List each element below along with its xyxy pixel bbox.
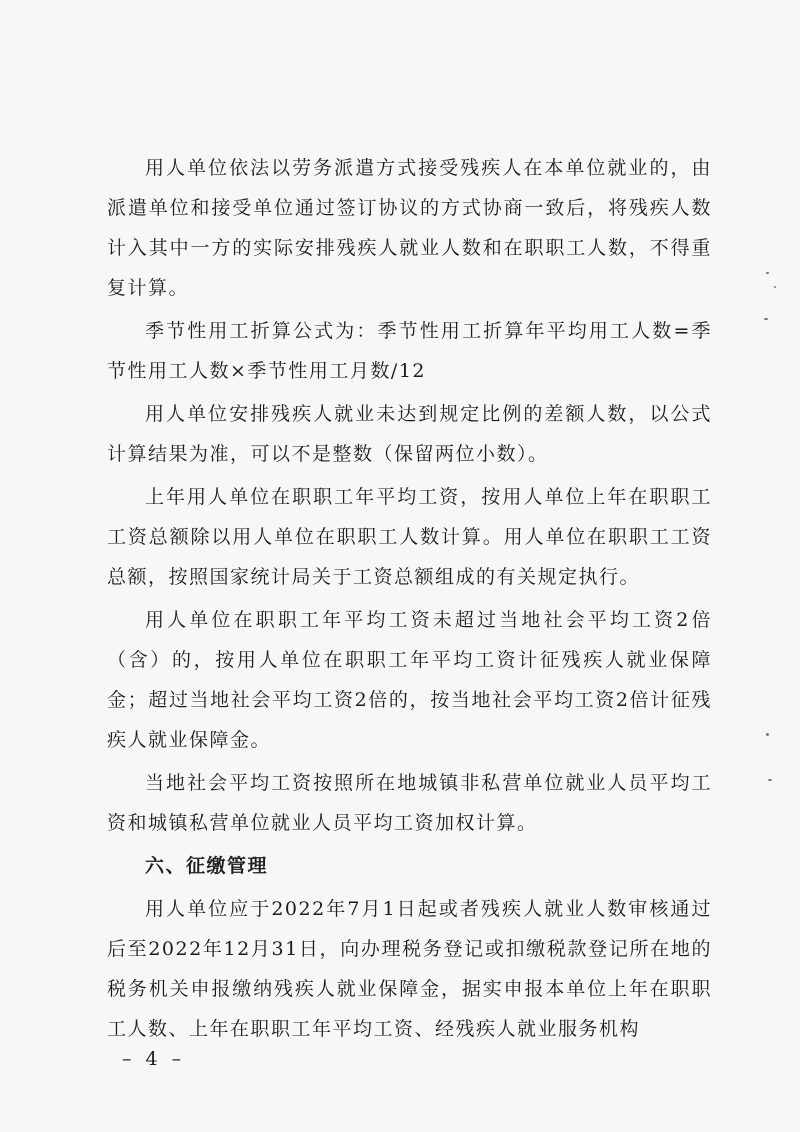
- section-heading-collection: 六、征缴管理: [145, 855, 269, 877]
- paragraph-labor-dispatch: 用人单位依法以劳务派遣方式接受残疾人在本单位就业的，由派遣单位和接受单位通过签订协议的方式协商一致后，将残疾人数计入其中一方的实际安排残疾人就业人数和在职职工人数，不得重复计算。: [107, 157, 712, 299]
- scan-speck: [768, 779, 772, 781]
- document-body: [107, 148, 712, 1052]
- paragraph-wage-cap: 用人单位在职职工年平均工资未超过当地社会平均工资2倍（含）的，按用人单位在职职工年平均工资计征残疾人就业保障金；超过当地社会平均工资2倍的，按当地社会平均工资2倍计征残疾人就业保障金。: [107, 609, 712, 751]
- paragraph-average-wage: 上年用人单位在职职工年平均工资，按用人单位上年在职职工工资总额除以用人单位在职职工人数计算。用人单位在职职工工资总额，按照国家统计局关于工资总额组成的有关规定执行。: [107, 486, 712, 588]
- paragraph-seasonal-formula: 季节性用工折算公式为：季节性用工折算年平均用工人数=季节性用工人数×季节性用工月数/12: [107, 320, 712, 382]
- page-number: – 4 –: [122, 1048, 186, 1070]
- scan-speck: [774, 286, 776, 288]
- scan-speck: [766, 272, 769, 274]
- scan-speck: [766, 733, 769, 736]
- paragraph-shortfall: 用人单位安排残疾人就业未达到规定比例的差额人数，以公式计算结果为准，可以不是整数（保留两位小数）。: [107, 403, 712, 465]
- paragraph-local-wage: 当地社会平均工资按照所在地城镇非私营单位就业人员平均工资和城镇私营单位就业人员平均工资加权计算。: [107, 772, 712, 834]
- paragraph-collection: 用人单位应于2022年7月1日起或者残疾人就业人数审核通过后至2022年12月31日，向办理税务登记或扣缴税款登记所在地的税务机关申报缴纳残疾人就业保障金，据实申报本单位上年在职职工人数、上年在职职工年平均工资、经残疾人就业服务机构: [107, 898, 712, 1040]
- scan-speck: [764, 318, 768, 320]
